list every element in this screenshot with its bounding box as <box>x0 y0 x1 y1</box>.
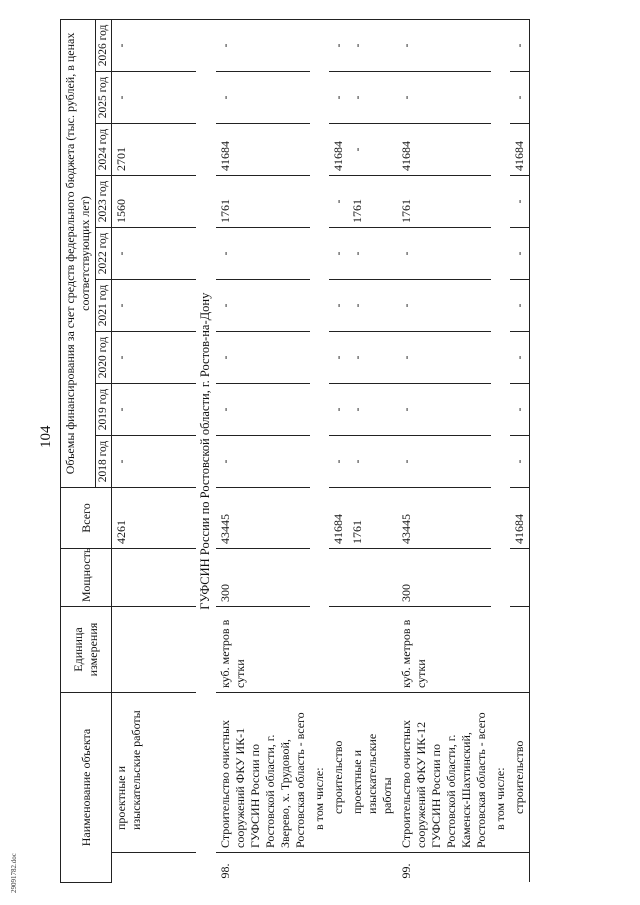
year-value: - <box>397 332 491 384</box>
year-value: - <box>112 384 196 436</box>
year-value: - <box>216 19 310 71</box>
year-value: - <box>329 19 348 71</box>
header-year: 2024 год <box>96 124 112 176</box>
table-row <box>397 19 491 882</box>
row-number: 98. <box>216 853 310 883</box>
year-value: 41684 <box>510 124 530 176</box>
year-value: - <box>397 384 491 436</box>
year-value: - <box>329 332 348 384</box>
year-value: - <box>348 384 397 436</box>
year-value: - <box>112 228 196 280</box>
page-number: 104 <box>38 425 54 448</box>
year-value: - <box>329 228 348 280</box>
year-value: 41684 <box>329 124 348 176</box>
year-value: - <box>216 332 310 384</box>
header-year: 2025 год <box>96 72 112 124</box>
document-page <box>60 20 640 883</box>
table-row <box>491 19 510 882</box>
object-name: строительство <box>329 693 348 853</box>
total-value: 43445 <box>397 488 491 549</box>
subheading: в том числе: <box>491 693 510 853</box>
year-value: - <box>216 280 310 332</box>
year-value: - <box>510 436 530 488</box>
year-value: - <box>397 19 491 71</box>
table-row <box>216 19 310 882</box>
header-year: 2018 год <box>96 436 112 488</box>
object-name: строительство <box>510 693 530 853</box>
year-value: - <box>216 228 310 280</box>
unit-value: куб. метров в сутки <box>216 607 310 693</box>
year-value: - <box>397 436 491 488</box>
header-year: 2022 год <box>96 228 112 280</box>
total-value: 41684 <box>510 488 530 549</box>
year-value: - <box>216 436 310 488</box>
year-value: - <box>329 384 348 436</box>
year-value: - <box>329 176 348 228</box>
capacity-value: 300 <box>397 549 491 607</box>
year-value: - <box>112 332 196 384</box>
year-value: - <box>329 436 348 488</box>
year-value: 41684 <box>397 124 491 176</box>
table-row <box>348 19 397 882</box>
header-unit: Единица измерения <box>61 607 112 693</box>
object-name: проектные и изыскательские работы <box>112 693 196 853</box>
year-value: - <box>510 72 530 124</box>
year-value: - <box>397 280 491 332</box>
header-row-1 <box>61 19 96 882</box>
capacity-value: 300 <box>216 549 310 607</box>
year-value: - <box>348 19 397 71</box>
object-name: Строительство очистных сооружений ФКУ ИК-1 ГУФСИН России по Ростовской области, г. Зверево, х. Трудовой, Ростовская область - всего <box>216 693 310 853</box>
header-year: 2026 год <box>96 19 112 71</box>
year-value: - <box>329 280 348 332</box>
header-year: 2019 год <box>96 384 112 436</box>
object-name: Строительство очистных сооружений ФКУ ИК-12 ГУФСИН России по Ростовской области, г. Каменск-Шахтинский, Ростовская область - всего <box>397 693 491 853</box>
section-title: ГУФСИН России по Ростовской области, г. Ростов-на-Дону <box>196 19 216 882</box>
year-value: - <box>112 72 196 124</box>
total-value: 43445 <box>216 488 310 549</box>
header-total: Всего <box>61 488 112 549</box>
header-year: 2023 год <box>96 176 112 228</box>
table-row <box>310 19 329 882</box>
year-value: - <box>510 332 530 384</box>
row-number: 99. <box>397 853 491 883</box>
year-value: - <box>329 72 348 124</box>
year-value: - <box>348 228 397 280</box>
year-value: - <box>348 72 397 124</box>
funding-table <box>60 19 530 883</box>
unit-value: куб. метров в сутки <box>397 607 491 693</box>
year-value: 41684 <box>216 124 310 176</box>
year-value: - <box>216 384 310 436</box>
header-year: 2021 год <box>96 280 112 332</box>
year-value: 1761 <box>397 176 491 228</box>
total-value: 4261 <box>112 488 196 549</box>
year-value: - <box>112 19 196 71</box>
year-value: - <box>510 19 530 71</box>
year-value: - <box>510 228 530 280</box>
table-row <box>112 19 196 882</box>
year-value: - <box>348 124 397 176</box>
total-value: 41684 <box>329 488 348 549</box>
header-capacity: Мощность <box>61 549 112 607</box>
year-value: - <box>112 280 196 332</box>
header-funding: Объемы финансирования за счет средств федерального бюджета (тыс. рублей, в ценах соответствующих лет) <box>61 19 96 487</box>
year-value: - <box>510 384 530 436</box>
year-value: - <box>348 280 397 332</box>
year-value: - <box>348 332 397 384</box>
subheading: в том числе: <box>310 693 329 853</box>
header-year: 2020 год <box>96 332 112 384</box>
object-name: проектные и изыскательские работы <box>348 693 397 853</box>
table-row <box>510 19 530 882</box>
table-row <box>329 19 348 882</box>
header-object-name: Наименование объекта <box>61 693 112 883</box>
year-value: - <box>510 176 530 228</box>
year-value: 2701 <box>112 124 196 176</box>
year-value: - <box>348 436 397 488</box>
year-value: 1761 <box>348 176 397 228</box>
year-value: - <box>397 72 491 124</box>
year-value: 1761 <box>216 176 310 228</box>
total-value: 1761 <box>348 488 397 549</box>
section-row <box>196 19 216 882</box>
year-value: - <box>510 280 530 332</box>
year-value: - <box>397 228 491 280</box>
year-value: - <box>216 72 310 124</box>
year-value: - <box>112 436 196 488</box>
document-footer: 29091782.doc <box>10 853 18 893</box>
year-value: 1560 <box>112 176 196 228</box>
